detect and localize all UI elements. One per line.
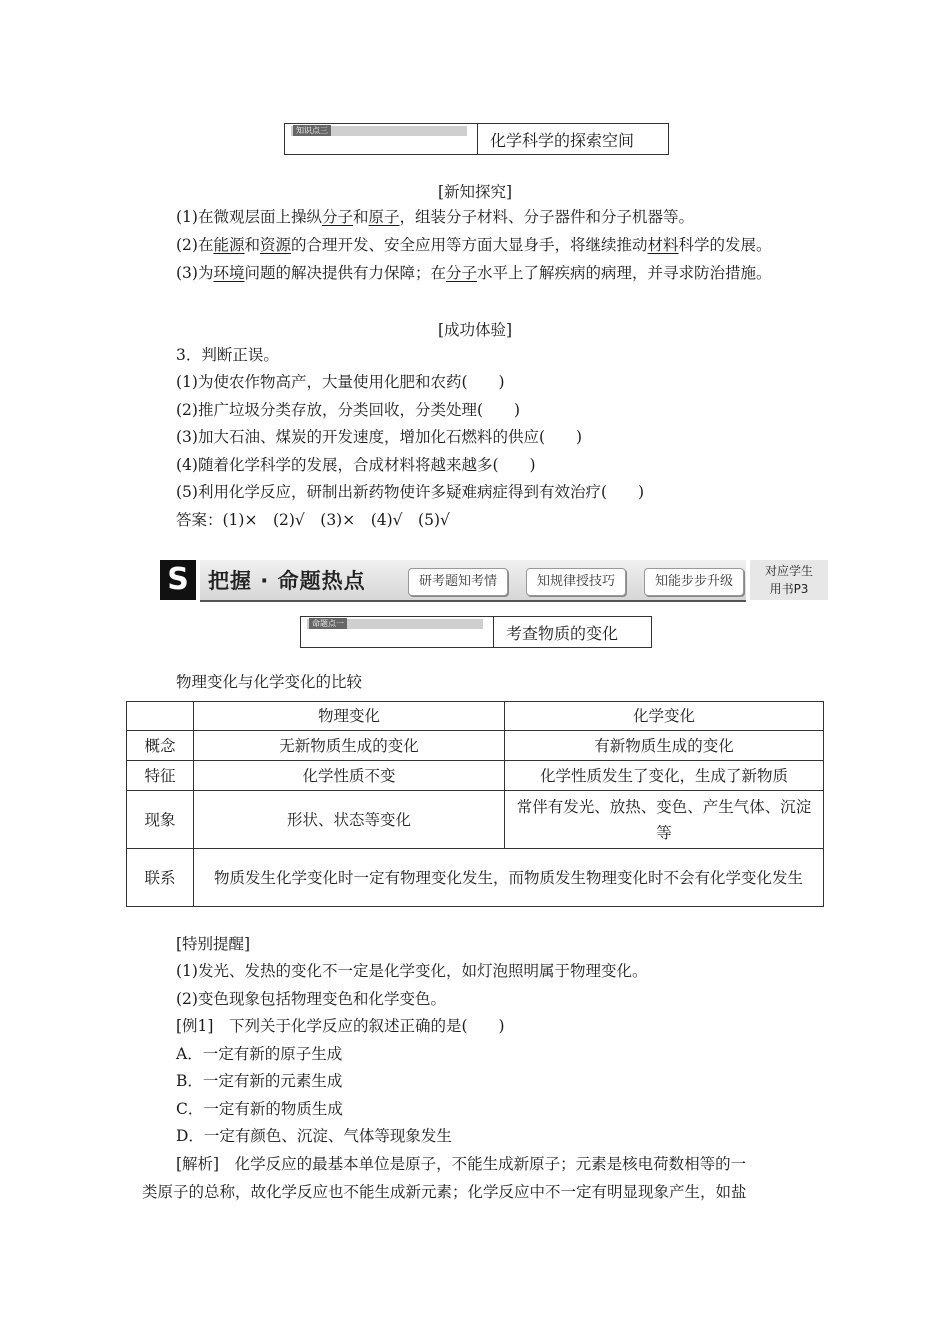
answer-line: 答案：(1)× (2)√ (3)× (4)√ (5)√ bbox=[176, 511, 450, 529]
example-option: B．一定有新的元素生成 bbox=[176, 1072, 343, 1090]
text-span: 和 bbox=[352, 208, 369, 226]
table-row bbox=[127, 849, 824, 907]
section-tag-label: 知识点三 bbox=[293, 125, 331, 136]
text-span: 科学的发展。 bbox=[678, 236, 772, 254]
text-span: (3)为 bbox=[176, 264, 214, 282]
text-span: ，组装分子材料、分子器件和分子机器等。 bbox=[399, 208, 695, 226]
banner-button-tips[interactable]: 知规律授技巧 bbox=[526, 568, 626, 596]
new-knowledge-heading: [新知探究] bbox=[437, 183, 513, 201]
chemical-cell: 有新物质生成的变化 bbox=[505, 731, 824, 761]
text-span: (1)在微观层面上操纵 bbox=[176, 208, 322, 226]
chemical-cell: 化学性质发生了变化，生成了新物质 bbox=[505, 761, 824, 791]
point-title: 考查物质的变化 bbox=[506, 623, 619, 643]
row-label: 现象 bbox=[127, 791, 194, 849]
section-heading-box bbox=[284, 123, 669, 155]
keyword: 能源 bbox=[213, 236, 245, 254]
section-title: 化学科学的探索空间 bbox=[490, 130, 635, 150]
keyword: 分子 bbox=[321, 208, 353, 226]
new-knowledge-line bbox=[176, 207, 694, 227]
reminder-heading: [特别提醒] bbox=[176, 935, 251, 953]
banner-side-note bbox=[750, 560, 828, 600]
table-row bbox=[127, 731, 824, 761]
physical-cell: 化学性质不变 bbox=[194, 761, 505, 791]
row-label: 特征 bbox=[127, 761, 194, 791]
table-caption: 物理变化与化学变化的比较 bbox=[176, 673, 363, 691]
question-item: (3)加大石油、煤炭的开发速度，增加化石燃料的供应( ) bbox=[176, 428, 583, 446]
example-option: D．一定有颜色、沉淀、气体等现象发生 bbox=[176, 1127, 452, 1145]
chemical-cell: 常伴有发光、放热、变色、产生气体、沉淀等 bbox=[505, 791, 824, 849]
row-label: 概念 bbox=[127, 731, 194, 761]
link-cell: 物质发生化学变化时一定有物理变化发生，而物质发生物理变化时不会有化学变化发生 bbox=[194, 849, 824, 907]
point-tag bbox=[301, 617, 494, 647]
physical-cell: 无新物质生成的变化 bbox=[194, 731, 505, 761]
new-knowledge-line bbox=[176, 235, 772, 255]
question-item: (4)随着化学科学的发展，合成材料将越来越多( ) bbox=[176, 456, 536, 474]
text-span: (2)在 bbox=[176, 236, 214, 254]
keyword: 资源 bbox=[260, 236, 292, 254]
banner-button-exam[interactable]: 研考题知考情 bbox=[408, 568, 508, 596]
header-cell: 物理变化 bbox=[194, 702, 505, 731]
question-item: (1)为使农作物高产，大量使用化肥和农药( ) bbox=[176, 373, 505, 391]
example-option: C．一定有新的物质生成 bbox=[176, 1100, 343, 1118]
reminder-line: (2)变色现象包括物理变色和化学变色。 bbox=[176, 990, 446, 1008]
hotspot-banner bbox=[160, 560, 828, 600]
keyword: 分子 bbox=[446, 264, 478, 282]
new-knowledge-line bbox=[176, 263, 772, 283]
question-item: (5)利用化学反应，研制出新药物使许多疑难病症得到有效治疗( ) bbox=[176, 483, 645, 501]
side-note-line1: 对应学生 bbox=[764, 564, 813, 578]
banner-logo: S bbox=[160, 560, 196, 600]
analysis-line: [解析] 化学反应的最基本单位是原子，不能生成新原子；元素是核电荷数相等的一 bbox=[176, 1155, 747, 1173]
success-heading: [成功体验] bbox=[437, 321, 513, 339]
point-tag-label: 命题点一 bbox=[309, 618, 347, 629]
example-stem: [例1] 下列关于化学反应的叙述正确的是( ) bbox=[176, 1017, 505, 1035]
keyword: 环境 bbox=[213, 264, 245, 282]
point-heading-box bbox=[300, 616, 652, 648]
example-option: A．一定有新的原子生成 bbox=[176, 1045, 343, 1063]
physical-cell: 形状、状态等变化 bbox=[194, 791, 505, 849]
reminder-line: (1)发光、发热的变化不一定是化学变化，如灯泡照明属于物理变化。 bbox=[176, 962, 648, 980]
header-cell bbox=[127, 702, 194, 731]
row-label: 联系 bbox=[127, 849, 194, 907]
question-stem: 3．判断正误。 bbox=[176, 346, 279, 364]
banner-button-levelup[interactable]: 知能步步升级 bbox=[644, 568, 744, 596]
keyword: 原子 bbox=[368, 208, 400, 226]
analysis-line: 类原子的总称，故化学反应也不能生成新元素；化学反应中不一定有明显现象产生，如盐 bbox=[142, 1183, 747, 1201]
side-note-line2: 用书P3 bbox=[769, 582, 809, 596]
comparison-table bbox=[126, 701, 824, 907]
text-span: 和 bbox=[244, 236, 260, 254]
text-span: 问题的解决提供有力保障；在 bbox=[244, 264, 446, 282]
section-tag bbox=[285, 124, 478, 154]
question-item: (2)推广垃圾分类存放，分类回收，分类处理( ) bbox=[176, 401, 521, 419]
text-span: 的合理开发、安全应用等方面大显身手，将继续推动 bbox=[291, 236, 648, 254]
keyword: 材料 bbox=[647, 236, 679, 254]
banner-title: 把握 · 命题热点 bbox=[208, 569, 366, 593]
table-row bbox=[127, 761, 824, 791]
text-span: 水平上了解疾病的病理，并寻求防治措施。 bbox=[477, 264, 772, 282]
header-cell: 化学变化 bbox=[505, 702, 824, 731]
table-header-row bbox=[127, 702, 824, 731]
table-row bbox=[127, 791, 824, 849]
